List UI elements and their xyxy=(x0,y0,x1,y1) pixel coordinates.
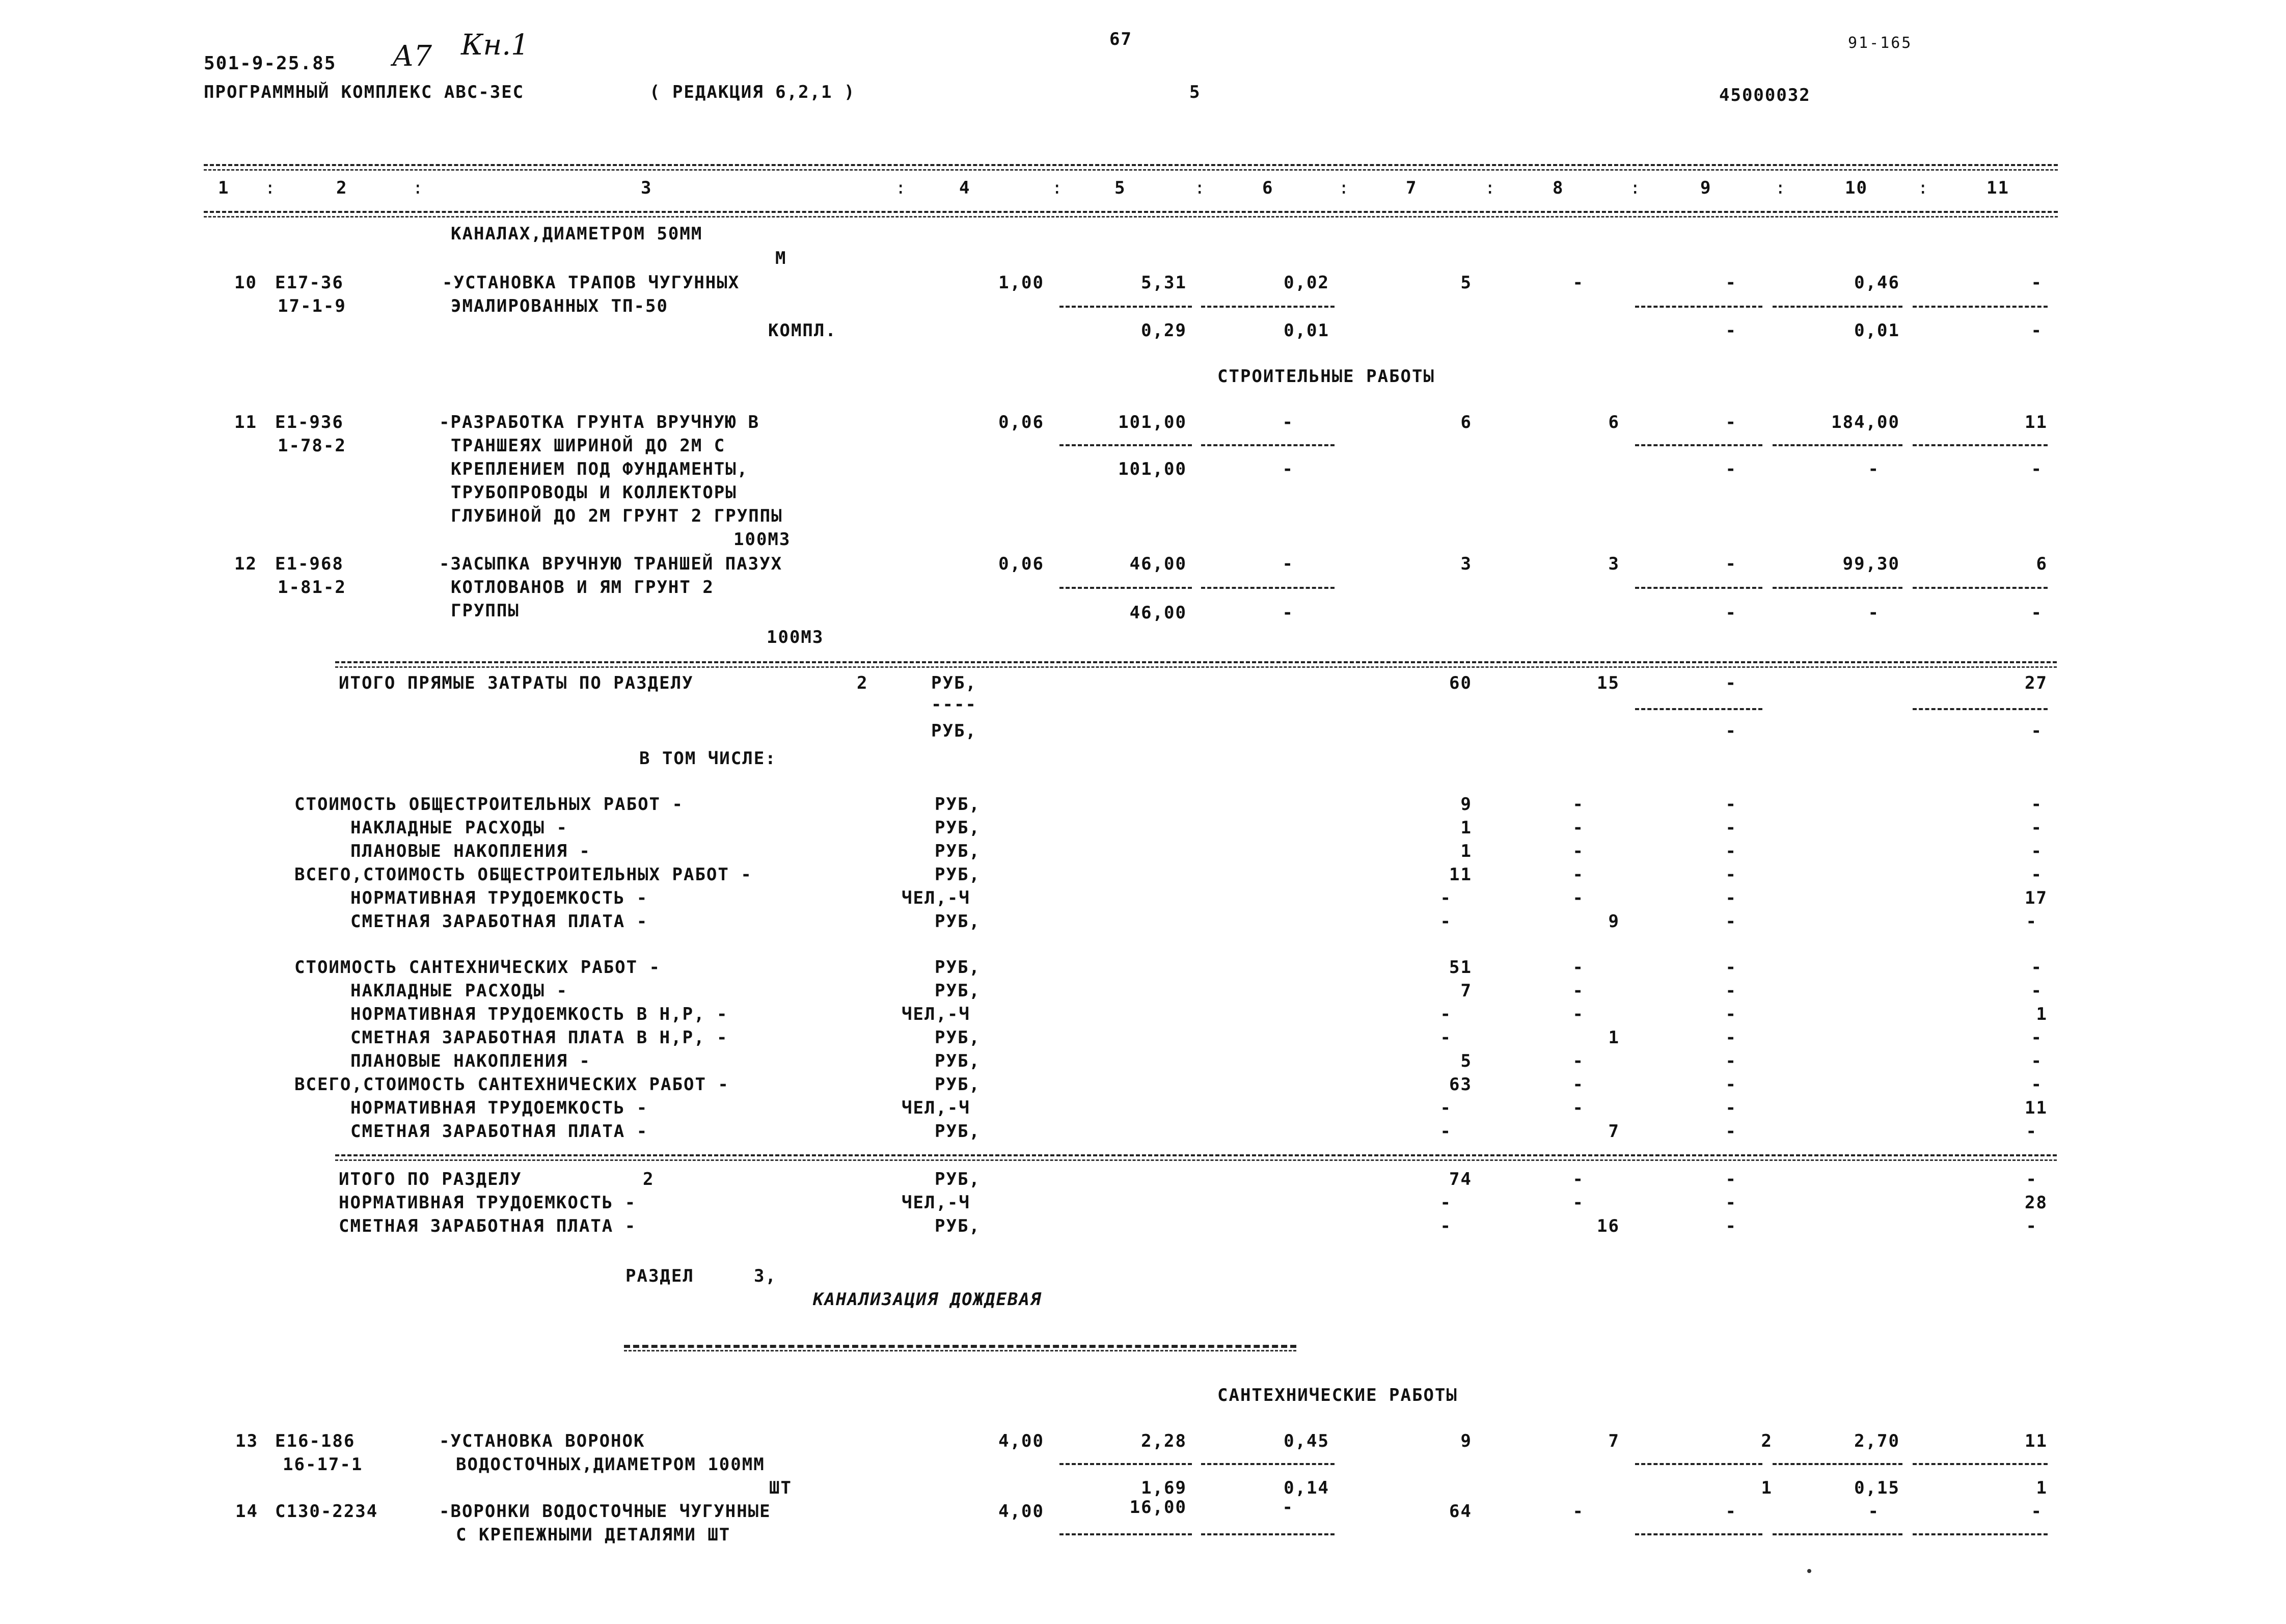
item-c5b: 0,29 xyxy=(1141,320,1187,341)
value-c8: - xyxy=(1572,1169,1584,1189)
section-totals-rule xyxy=(335,1154,2057,1156)
carryover-text: КАНАЛАХ,ДИАМЕТРОМ 50ММ xyxy=(451,224,703,244)
doc-code: 501-9-25.85 xyxy=(204,53,337,74)
item-c6: 0,45 xyxy=(1284,1431,1329,1451)
col-8: 8 xyxy=(1553,178,1564,198)
item-c8: 6 xyxy=(1608,412,1620,432)
col-10: 10 xyxy=(1845,178,1868,198)
item-c5: 101,00 xyxy=(1118,412,1187,432)
item-c9b: - xyxy=(1725,603,1737,623)
unit-rub: РУБ, xyxy=(935,841,981,861)
item-c5: 5,31 xyxy=(1141,273,1187,293)
underline xyxy=(1059,587,1192,589)
underline xyxy=(1635,587,1762,589)
item-c8: - xyxy=(1572,1501,1584,1522)
value-c11: - xyxy=(2026,1169,2037,1189)
item-qty: 1,00 xyxy=(998,273,1044,293)
unit-chel: ЧЕЛ,-Ч xyxy=(902,1193,970,1213)
value-c11: - xyxy=(2031,864,2043,885)
item-c5b: 101,00 xyxy=(1118,459,1187,479)
unit-rub: РУБ, xyxy=(935,1216,981,1236)
col-9: 9 xyxy=(1700,178,1712,198)
col-sep: : xyxy=(1485,178,1496,198)
unit-chel: ЧЕЛ,-Ч xyxy=(902,1004,970,1024)
value-c7: - xyxy=(1440,911,1452,932)
unit-rub: РУБ, xyxy=(935,818,981,838)
col-5: 5 xyxy=(1114,178,1126,198)
ul: ---- xyxy=(931,694,977,715)
unit-rub: РУБ, xyxy=(931,721,977,741)
item-code-2: 17-1-9 xyxy=(278,296,346,316)
top-rule-2 xyxy=(204,169,2058,171)
including-label: В ТОМ ЧИСЛЕ: xyxy=(639,748,777,769)
item-desc: -УСТАНОВКА ТРАПОВ ЧУГУННЫХ xyxy=(442,273,740,293)
row-label: ПЛАНОВЫЕ НАКОПЛЕНИЯ - xyxy=(350,1051,591,1071)
item-c8: - xyxy=(1572,273,1584,293)
unit-rub: РУБ, xyxy=(935,1074,981,1095)
value-c8: 16 xyxy=(1597,1216,1620,1236)
item-c11b: - xyxy=(2031,320,2043,341)
item-desc-2: ЭМАЛИРОВАННЫХ ТП-50 xyxy=(451,296,668,316)
value-c7: - xyxy=(1440,1027,1452,1048)
row-label: НОРМАТИВНАЯ ТРУДОЕМКОСТЬ - xyxy=(339,1193,637,1213)
underline xyxy=(1059,1463,1192,1465)
item-c7: 6 xyxy=(1460,412,1472,432)
item-c9: 2 xyxy=(1761,1431,1773,1451)
value-c9: - xyxy=(1725,1193,1737,1213)
unit-chel: ЧЕЛ,-Ч xyxy=(902,888,970,908)
item-desc: -УСТАНОВКА ВОРОНОК xyxy=(439,1431,645,1451)
col-sep: : xyxy=(1918,178,1929,198)
value-c7: 7 xyxy=(1460,981,1472,1001)
item-c6b: - xyxy=(1282,459,1294,479)
item-qty: 0,06 xyxy=(998,412,1044,432)
item-number: 11 xyxy=(234,412,257,432)
value-c8: - xyxy=(1572,888,1584,908)
value-c9: - xyxy=(1725,911,1737,932)
item-qty: 4,00 xyxy=(998,1431,1044,1451)
item-c11b: - xyxy=(2031,459,2043,479)
item-c10: 0,46 xyxy=(1854,273,1900,293)
col-sep: : xyxy=(1052,178,1064,198)
item-c10: 184,00 xyxy=(1831,412,1900,432)
item-c10b: - xyxy=(1868,603,1880,623)
total-c11: 27 xyxy=(2025,673,2048,693)
value-c9: - xyxy=(1725,981,1737,1001)
section-number: 2 xyxy=(643,1169,655,1189)
value-c11: 11 xyxy=(2025,1098,2048,1118)
underline xyxy=(1913,1463,2048,1465)
unit-rub: РУБ, xyxy=(935,911,981,932)
col-3: 3 xyxy=(641,178,652,198)
item-desc: -РАЗРАБОТКА ГРУНТА ВРУЧНУЮ В xyxy=(439,412,760,432)
value-c9: - xyxy=(1725,888,1737,908)
item-qty: 0,06 xyxy=(998,554,1044,574)
col-7: 7 xyxy=(1406,178,1418,198)
value-c11: - xyxy=(2026,1121,2037,1142)
totals-label: ИТОГО ПРЯМЫЕ ЗАТРАТЫ ПО РАЗДЕЛУ xyxy=(339,673,694,693)
totals-rule xyxy=(335,661,2057,663)
row-label: НОРМАТИВНАЯ ТРУДОЕМКОСТЬ В Н,Р, - xyxy=(350,1004,728,1024)
value-c7: 5 xyxy=(1460,1051,1472,1071)
section-number: 3, xyxy=(754,1266,777,1286)
unit-m: М xyxy=(775,248,787,268)
item-desc-2: ВОДОСТОЧНЫХ,ДИАМЕТРОМ 100ММ xyxy=(456,1454,765,1475)
item-c7: 5 xyxy=(1460,273,1472,293)
item-c6b: 0,14 xyxy=(1284,1478,1329,1498)
row-label: СМЕТНАЯ ЗАРАБОТНАЯ ПЛАТА В Н,Р, - xyxy=(350,1027,728,1048)
row-label: СМЕТНАЯ ЗАРАБОТНАЯ ПЛАТА - xyxy=(339,1216,637,1236)
value-c11: - xyxy=(2026,1216,2037,1236)
unit-rub: РУБ, xyxy=(935,864,981,885)
col-1: 1 xyxy=(218,178,230,198)
col-6: 6 xyxy=(1262,178,1274,198)
value-c8: - xyxy=(1572,794,1584,815)
item-desc-2: С КРЕПЕЖНЫМИ ДЕТАЛЯМИ ШТ xyxy=(456,1525,731,1545)
item-c6b: - xyxy=(1282,603,1294,623)
unit: 100М3 xyxy=(733,529,791,550)
row-label: ИТОГО ПО РАЗДЕЛУ xyxy=(339,1169,522,1189)
underline xyxy=(1773,1533,1902,1535)
unit: 100М3 xyxy=(767,627,824,647)
row-label: ВСЕГО,СТОИМОСТЬ САНТЕХНИЧЕСКИХ РАБОТ - xyxy=(294,1074,729,1095)
item-c10: 99,30 xyxy=(1842,554,1900,574)
item-number: 13 xyxy=(235,1431,258,1451)
totals-section: 2 xyxy=(857,673,868,693)
underline xyxy=(1635,708,1762,710)
value-c8: - xyxy=(1572,841,1584,861)
value-c9: - xyxy=(1725,841,1737,861)
item-desc-2: ТРАНШЕЯХ ШИРИНОЙ ДО 2М С xyxy=(451,436,726,456)
value-c9: - xyxy=(1725,818,1737,838)
total-c11: - xyxy=(2031,721,2043,741)
value-c8: - xyxy=(1572,1098,1584,1118)
item-code-2: 16-17-1 xyxy=(283,1454,363,1475)
value-c8: - xyxy=(1572,1004,1584,1024)
item-desc-3: КРЕПЛЕНИЕМ ПОД ФУНДАМЕНТЫ, xyxy=(451,459,749,479)
document-code: 45000032 xyxy=(1719,85,1811,105)
value-c8: 1 xyxy=(1608,1027,1620,1048)
program-title: ПРОГРАММНЫЙ КОМПЛЕКС АВС-3ЕС xyxy=(204,82,525,102)
value-c7: - xyxy=(1440,1216,1452,1236)
col-sep: : xyxy=(1775,178,1787,198)
underline xyxy=(1913,1533,2048,1535)
underline xyxy=(1635,306,1762,308)
row-label: СМЕТНАЯ ЗАРАБОТНАЯ ПЛАТА - xyxy=(350,911,648,932)
underline xyxy=(1635,1463,1762,1465)
item-c5: 16,00 xyxy=(1129,1497,1187,1518)
item-code: Е1-936 xyxy=(275,412,344,432)
item-c9: - xyxy=(1725,412,1737,432)
value-c9: - xyxy=(1725,1051,1737,1071)
value-c7: 63 xyxy=(1449,1074,1472,1095)
item-c11: 6 xyxy=(2036,554,2048,574)
item-c5: 46,00 xyxy=(1129,554,1187,574)
row-label: СТОИМОСТЬ ОБЩЕСТРОИТЕЛЬНЫХ РАБОТ - xyxy=(294,794,684,815)
row-label: СТОИМОСТЬ САНТЕХНИЧЕСКИХ РАБОТ - xyxy=(294,957,661,978)
value-c11: - xyxy=(2026,911,2037,932)
registration-number: 91-165 xyxy=(1848,34,1913,52)
col-sep: : xyxy=(1630,178,1642,198)
underline xyxy=(1201,306,1335,308)
sheet-number: 5 xyxy=(1189,82,1201,102)
value-c9: - xyxy=(1725,794,1737,815)
unit-rub: РУБ, xyxy=(931,673,977,693)
item-c7: 64 xyxy=(1449,1501,1472,1522)
col-sep: : xyxy=(1194,178,1206,198)
underline xyxy=(1913,444,2048,446)
underline xyxy=(1635,444,1762,446)
item-c11: - xyxy=(2031,273,2043,293)
item-desc: -ВОРОНКИ ВОДОСТОЧНЫЕ ЧУГУННЫЕ xyxy=(439,1501,771,1522)
item-c5b: 1,69 xyxy=(1141,1478,1187,1498)
value-c11: - xyxy=(2031,981,2043,1001)
item-c9: - xyxy=(1725,1501,1737,1522)
unit-rub: РУБ, xyxy=(935,1169,981,1189)
col-sep: : xyxy=(1339,178,1350,198)
item-c7: 9 xyxy=(1460,1431,1472,1451)
item-code: С130-2234 xyxy=(275,1501,378,1522)
col-sep: : xyxy=(265,178,277,198)
value-c9: - xyxy=(1725,1216,1737,1236)
heading-rule-2 xyxy=(624,1350,1296,1351)
underline xyxy=(1913,708,2048,710)
speck xyxy=(1807,1569,1811,1573)
value-c7: 1 xyxy=(1460,841,1472,861)
item-c6: - xyxy=(1282,554,1294,574)
header-rule-2 xyxy=(204,216,2058,218)
item-code-2: 1-78-2 xyxy=(278,436,346,456)
value-c7: - xyxy=(1440,1098,1452,1118)
col-4: 4 xyxy=(959,178,971,198)
underline xyxy=(1773,306,1902,308)
section-label: РАЗДЕЛ xyxy=(625,1266,694,1286)
item-c8: 3 xyxy=(1608,554,1620,574)
item-c11: 11 xyxy=(2025,1431,2048,1451)
underline xyxy=(1201,1463,1335,1465)
value-c9: - xyxy=(1725,1027,1737,1048)
unit-rub: РУБ, xyxy=(935,794,981,815)
item-c11b: - xyxy=(2031,603,2043,623)
item-code: Е17-36 xyxy=(275,273,344,293)
heading-rule xyxy=(624,1345,1296,1348)
value-c8: - xyxy=(1572,981,1584,1001)
header-rule xyxy=(204,211,2058,213)
value-c7: 51 xyxy=(1449,957,1472,978)
item-code: Е1-968 xyxy=(275,554,344,574)
underline xyxy=(1059,444,1192,446)
value-c9: - xyxy=(1725,957,1737,978)
row-label: НАКЛАДНЫЕ РАСХОДЫ - xyxy=(350,818,568,838)
item-number: 12 xyxy=(234,554,257,574)
unit-rub: РУБ, xyxy=(935,957,981,978)
page-number: 67 xyxy=(1109,29,1132,49)
value-c8: - xyxy=(1572,864,1584,885)
col-sep: : xyxy=(895,178,907,198)
underline xyxy=(1635,1533,1762,1535)
underline xyxy=(1201,1533,1335,1535)
value-c11: 28 xyxy=(2025,1193,2048,1213)
underline xyxy=(1913,587,2048,589)
item-code-2: 1-81-2 xyxy=(278,577,346,598)
item-c5b: 46,00 xyxy=(1129,603,1187,623)
item-c5: 2,28 xyxy=(1141,1431,1187,1451)
underline xyxy=(1059,306,1192,308)
col-2: 2 xyxy=(336,178,348,198)
unit-kompl: КОМПЛ. xyxy=(768,320,837,341)
value-c7: 9 xyxy=(1460,794,1472,815)
item-c9b: 1 xyxy=(1761,1478,1773,1498)
value-c11: - xyxy=(2031,841,2043,861)
row-label: ВСЕГО,СТОИМОСТЬ ОБЩЕСТРОИТЕЛЬНЫХ РАБОТ - xyxy=(294,864,752,885)
total-c9: - xyxy=(1725,721,1737,741)
unit-chel: ЧЕЛ,-Ч xyxy=(902,1098,970,1118)
item-desc-3: ГРУППЫ xyxy=(451,601,520,621)
value-c11: 1 xyxy=(2036,1004,2048,1024)
item-code: Е16-186 xyxy=(275,1431,356,1451)
item-c10: 2,70 xyxy=(1854,1431,1900,1451)
edition: ( РЕДАКЦИЯ 6,2,1 ) xyxy=(649,82,856,102)
item-c9: - xyxy=(1725,554,1737,574)
total-c8: 15 xyxy=(1597,673,1620,693)
value-c8: 7 xyxy=(1608,1121,1620,1142)
unit-rub: РУБ, xyxy=(935,1121,981,1142)
item-c9b: - xyxy=(1725,320,1737,341)
value-c9: - xyxy=(1725,1074,1737,1095)
item-c10: - xyxy=(1868,1501,1880,1522)
section-title: СТРОИТЕЛЬНЫЕ РАБОТЫ xyxy=(1217,366,1435,387)
value-c11: - xyxy=(2031,1027,2043,1048)
value-c7: - xyxy=(1440,1004,1452,1024)
value-c8: - xyxy=(1572,1193,1584,1213)
value-c11: - xyxy=(2031,957,2043,978)
value-c11: - xyxy=(2031,1051,2043,1071)
value-c7: 74 xyxy=(1449,1169,1472,1189)
item-qty: 4,00 xyxy=(998,1501,1044,1522)
row-label: НОРМАТИВНАЯ ТРУДОЕМКОСТЬ - xyxy=(350,1098,648,1118)
underline xyxy=(1201,444,1335,446)
value-c7: - xyxy=(1440,1193,1452,1213)
underline xyxy=(1773,587,1902,589)
item-number: 14 xyxy=(235,1501,258,1522)
unit-rub: РУБ, xyxy=(935,1027,981,1048)
item-c9b: - xyxy=(1725,459,1737,479)
album-code: А7 xyxy=(392,40,432,73)
value-c8: 9 xyxy=(1608,911,1620,932)
value-c11: - xyxy=(2031,1074,2043,1095)
value-c9: - xyxy=(1725,1004,1737,1024)
value-c8: - xyxy=(1572,1074,1584,1095)
item-c11: 11 xyxy=(2025,412,2048,432)
value-c8: - xyxy=(1572,818,1584,838)
value-c11: 17 xyxy=(2025,888,2048,908)
section-heading: КАНАЛИЗАЦИЯ ДОЖДЕВАЯ xyxy=(813,1289,1042,1310)
value-c7: - xyxy=(1440,888,1452,908)
item-c11: - xyxy=(2031,1501,2043,1522)
underline xyxy=(1913,306,2048,308)
book-number: Кн.1 xyxy=(461,29,529,62)
row-label: НАКЛАДНЫЕ РАСХОДЫ - xyxy=(350,981,568,1001)
value-c9: - xyxy=(1725,864,1737,885)
total-c9: - xyxy=(1725,673,1737,693)
item-desc: -ЗАСЫПКА ВРУЧНУЮ ТРАНШЕЙ ПАЗУХ xyxy=(439,554,783,574)
value-c7: 1 xyxy=(1460,818,1472,838)
item-c8: 7 xyxy=(1608,1431,1620,1451)
item-c10b: 0,01 xyxy=(1854,320,1900,341)
underline xyxy=(1773,444,1902,446)
row-label: СМЕТНАЯ ЗАРАБОТНАЯ ПЛАТА - xyxy=(350,1121,648,1142)
totals-rule-2 xyxy=(335,666,2057,668)
top-rule xyxy=(204,164,2058,166)
value-c9: - xyxy=(1725,1169,1737,1189)
total-c7: 60 xyxy=(1449,673,1472,693)
item-number: 10 xyxy=(234,273,257,293)
underline xyxy=(1059,1533,1192,1535)
value-c9: - xyxy=(1725,1121,1737,1142)
unit-sht: ШТ xyxy=(769,1478,792,1498)
row-label: ПЛАНОВЫЕ НАКОПЛЕНИЯ - xyxy=(350,841,591,861)
section-totals-rule-2 xyxy=(335,1159,2057,1161)
underline xyxy=(1773,1463,1902,1465)
row-label: НОРМАТИВНАЯ ТРУДОЕМКОСТЬ - xyxy=(350,888,648,908)
value-c8: - xyxy=(1572,1051,1584,1071)
value-c11: - xyxy=(2031,818,2043,838)
item-desc-5: ГЛУБИНОЙ ДО 2М ГРУНТ 2 ГРУППЫ xyxy=(451,506,783,526)
value-c8: - xyxy=(1572,957,1584,978)
item-desc-4: ТРУБОПРОВОДЫ И КОЛЛЕКТОРЫ xyxy=(451,482,737,503)
item-c6: 0,02 xyxy=(1284,273,1329,293)
item-c10b: - xyxy=(1868,459,1880,479)
value-c7: - xyxy=(1440,1121,1452,1142)
item-c6b: 0,01 xyxy=(1284,320,1329,341)
unit-rub: РУБ, xyxy=(935,1051,981,1071)
value-c7: 11 xyxy=(1449,864,1472,885)
item-c9: - xyxy=(1725,273,1737,293)
unit-rub: РУБ, xyxy=(935,981,981,1001)
item-c7: 3 xyxy=(1460,554,1472,574)
section-title: САНТЕХНИЧЕСКИЕ РАБОТЫ xyxy=(1217,1385,1458,1405)
value-c9: - xyxy=(1725,1098,1737,1118)
col-sep: : xyxy=(413,178,424,198)
item-c6: - xyxy=(1282,412,1294,432)
underline xyxy=(1201,587,1335,589)
item-c10b: 0,15 xyxy=(1854,1478,1900,1498)
value-c11: - xyxy=(2031,794,2043,815)
item-c6: - xyxy=(1282,1497,1294,1518)
item-desc-2: КОТЛОВАНОВ И ЯМ ГРУНТ 2 xyxy=(451,577,714,598)
item-c11b: 1 xyxy=(2036,1478,2048,1498)
col-11: 11 xyxy=(1986,178,2009,198)
